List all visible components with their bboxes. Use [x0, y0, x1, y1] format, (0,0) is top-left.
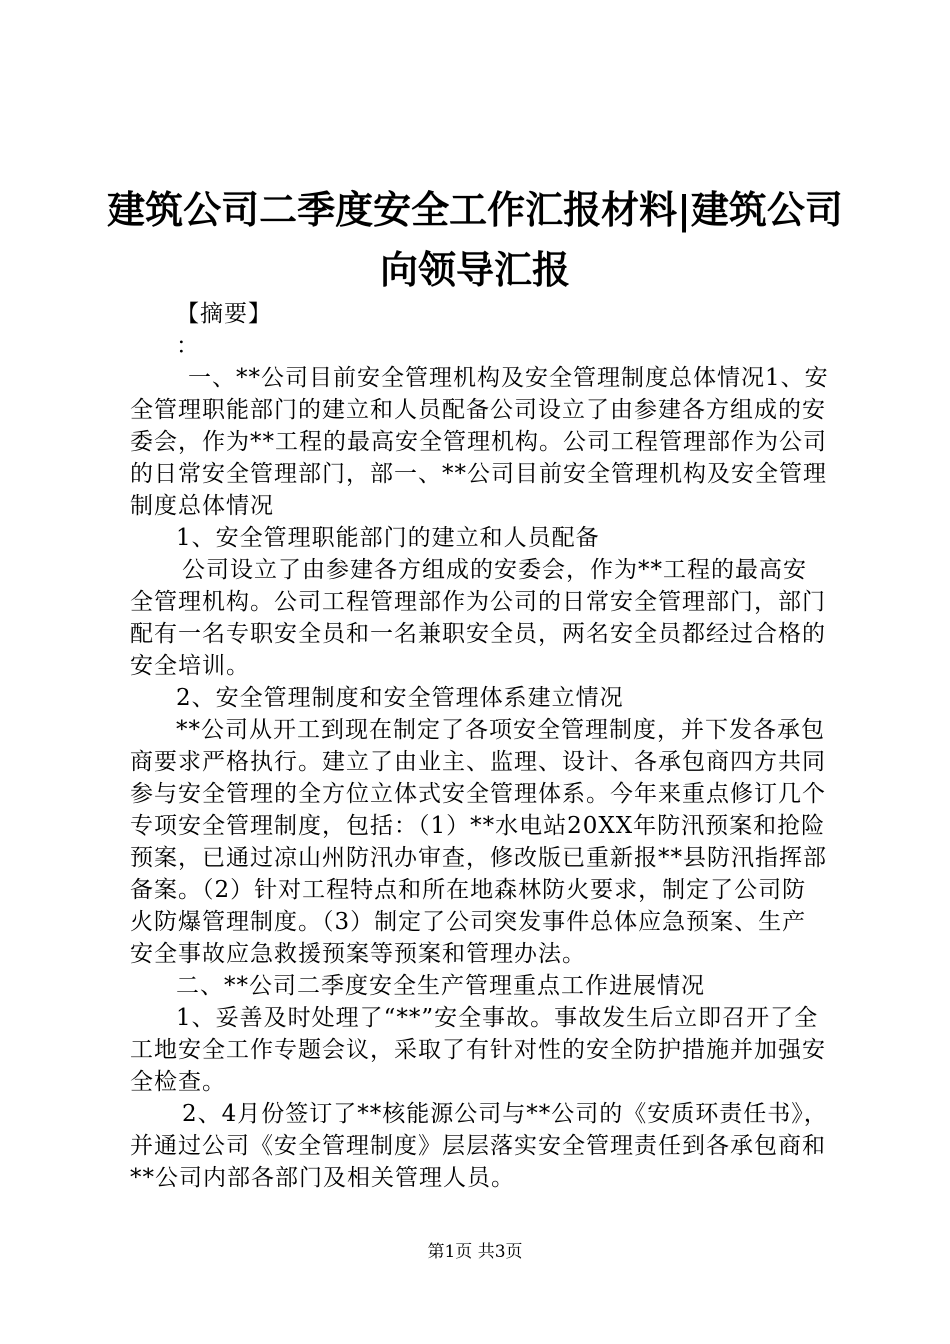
paragraph: 2、安全管理制度和安全管理体系建立情况	[176, 685, 624, 711]
paragraph: **公司从开工到现在制定了各项安全管理制度，并下发各承包商要求严格执行。建立了由业主、监理、设计、各承包商四方共同参与安全管理的全方位立体式安全管理体系。今年来重点修订几个专项安全管理制度，包括：（1）**水电站20XX年防汛预案和抢险预案，已通过凉山州防汛办审查，修改版已重新报**县防汛指挥部备案。（2）针对工程特点和所在地森林防火要求，制定了公司防火防爆管理制度。（3）制定了公司突发事件总体应急预案、生产安全事故应急救援预案等预案和管理办法。	[130, 717, 827, 967]
abstract-colon: ：	[176, 333, 200, 359]
paragraph: 1、妥善及时处理了“**”安全事故。事故发生后立即召开了全工地安全工作专题会议，采取了有针对性的安全防护措施并加强安全检查。	[130, 1005, 826, 1095]
paragraph: 一、**公司目前安全管理机构及安全管理制度总体情况1、安全管理职能部门的建立和人员配备公司设立了由参建各方组成的安委会，作为**工程的最高安全管理机构。公司工程管理部作为公司的日常安全管理部门，部一、**公司目前安全管理机构及安全管理制度总体情况	[130, 365, 829, 519]
page-footer: 第1页 共3页	[427, 1242, 523, 1262]
paragraph: 二、**公司二季度安全生产管理重点工作进展情况	[176, 973, 705, 999]
document-body	[130, 298, 830, 1194]
paragraph: 2、4月份签订了**核能源公司与**公司的《安质环责任书》，并通过公司《安全管理制度》层层落实安全管理责任到各承包商和**公司内部各部门及相关管理人员。	[130, 1101, 828, 1191]
document-title-line-2: 向领导汇报	[379, 247, 570, 292]
abstract-label: 【摘要】	[176, 301, 272, 327]
document-title-line-1: 建筑公司二季度安全工作汇报材料|建筑公司	[107, 187, 843, 232]
paragraph: 公司设立了由参建各方组成的安委会，作为**工程的最高安全管理机构。公司工程管理部作为公司的日常安全管理部门，部门配有一名专职安全员和一名兼职安全员，两名安全员都经过合格的安全培训。	[130, 557, 826, 679]
paragraph: 1、安全管理职能部门的建立和人员配备	[176, 525, 600, 551]
